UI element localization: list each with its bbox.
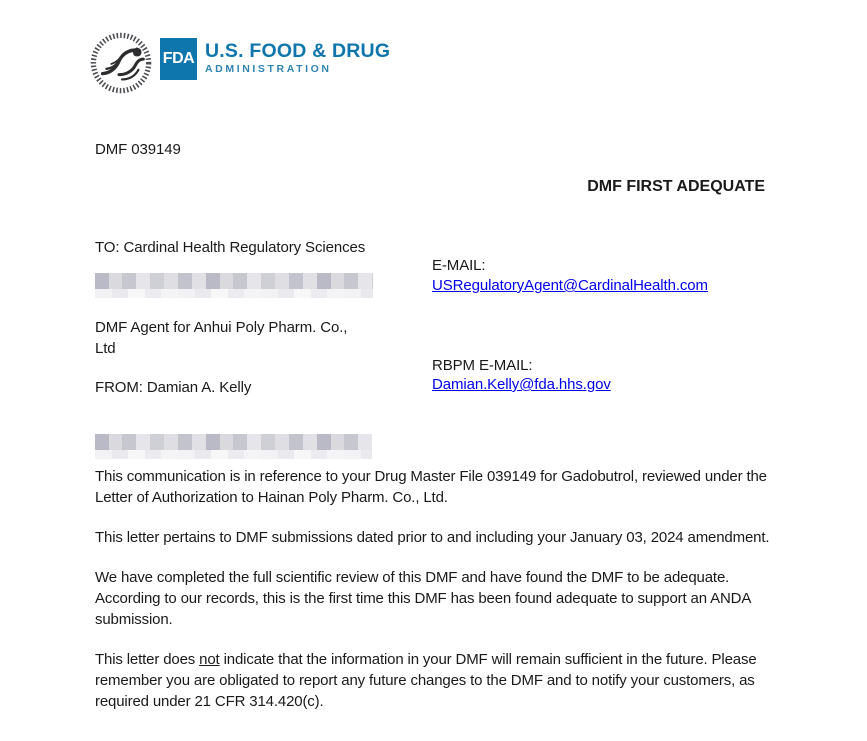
fda-wordmark-line2: ADMINISTRATION — [205, 63, 332, 75]
recipient-email-link[interactable]: USRegulatoryAgent@CardinalHealth.com — [432, 277, 708, 294]
body-paragraph: This letter pertains to DMF submissions dated prior to and including your January 03, 2024 amendment. — [95, 529, 770, 546]
rbpm-email-label: RBPM E-MAIL: — [432, 357, 533, 374]
body-paragraph: We have completed the full scientific review of this DMF and have found the DMF to be adequate. According to our records, this is the first time this DMF has been found adequate to support an ANDA submission. — [95, 569, 751, 628]
letter-body — [95, 466, 775, 731]
dmf-number: DMF 039149 — [95, 141, 181, 158]
letter-type-banner: DMF FIRST ADEQUATE — [587, 178, 765, 195]
hhs-seal-icon — [90, 32, 152, 94]
to-line: TO: Cardinal Health Regulatory Sciences — [95, 239, 366, 256]
body-paragraph: This letter does not indicate that the information in your DMF will remain sufficient in the future. Please remember you are obligated to report any future changes to the DMF and to notify your customers, as required under 21 CFR 314.420(c). — [95, 651, 757, 710]
email-label: E-MAIL: — [432, 257, 486, 274]
fda-wordmark — [205, 41, 390, 75]
fda-wordmark-line1: U.S. FOOD & DRUG — [205, 40, 391, 62]
from-line: FROM: Damian A. Kelly — [95, 379, 252, 396]
fda-logo-initials: FDA — [162, 50, 195, 67]
emphasized-word: not — [199, 651, 220, 668]
rbpm-email-link[interactable]: Damian.Kelly@fda.hhs.gov — [432, 376, 611, 393]
fda-logo-box — [160, 38, 197, 80]
body-paragraph: This communication is in reference to your Drug Master File 039149 for Gadobutrol, reviewed under the Letter of Authorization to Hainan Poly Pharm. Co., Ltd. — [95, 468, 767, 506]
redacted-address — [95, 273, 373, 298]
redacted-signature — [95, 434, 372, 459]
agent-line: DMF Agent for Anhui Poly Pharm. Co., Ltd — [95, 319, 348, 357]
